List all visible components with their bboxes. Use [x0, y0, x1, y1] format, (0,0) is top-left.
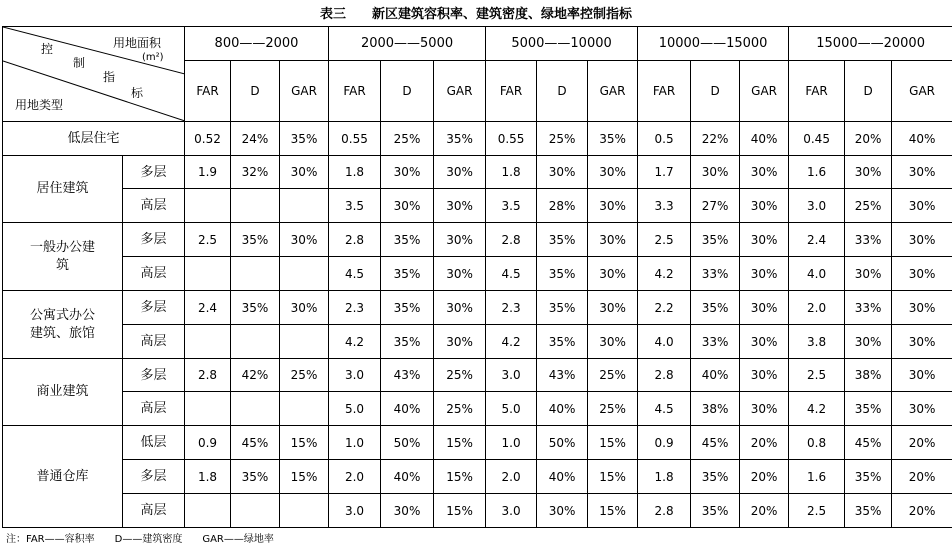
control-char-3: 指: [103, 70, 116, 84]
value-cell: 35%: [381, 325, 434, 359]
value-cell: 3.0: [486, 359, 537, 392]
value-cell: 30%: [434, 156, 486, 189]
value-cell: 30%: [434, 189, 486, 223]
value-cell: 2.8: [638, 359, 691, 392]
value-cell: [185, 325, 231, 359]
value-cell: 4.2: [638, 257, 691, 291]
value-cell: 20%: [845, 122, 892, 156]
value-cell: 20%: [892, 460, 952, 494]
value-cell: [231, 189, 280, 223]
value-cell: 2.4: [789, 223, 845, 257]
table-row: [3, 189, 952, 223]
header-corner-cell: [3, 27, 185, 122]
table-title: 表三 新区建筑容积率、建筑密度、绿地率控制指标: [319, 7, 632, 22]
value-cell: 15%: [588, 426, 638, 460]
metric-header: D: [691, 61, 740, 122]
value-cell: 30%: [434, 223, 486, 257]
value-cell: [280, 392, 329, 426]
value-cell: 43%: [537, 359, 588, 392]
value-cell: 38%: [691, 392, 740, 426]
value-cell: 35%: [845, 392, 892, 426]
building-height-cell: 多层: [123, 156, 185, 189]
value-cell: 3.8: [789, 325, 845, 359]
area-range-header: 15000——20000: [789, 27, 952, 61]
value-cell: 30%: [892, 156, 952, 189]
table-row: [3, 223, 952, 257]
value-cell: 30%: [845, 257, 892, 291]
value-cell: 30%: [381, 494, 434, 528]
value-cell: [280, 257, 329, 291]
value-cell: 40%: [381, 392, 434, 426]
value-cell: 3.0: [329, 494, 381, 528]
value-cell: 2.3: [486, 291, 537, 325]
building-height-cell: 高层: [123, 494, 185, 528]
value-cell: 40%: [892, 122, 952, 156]
table-row: [3, 122, 952, 156]
value-cell: 30%: [588, 325, 638, 359]
value-cell: 2.8: [185, 359, 231, 392]
value-cell: 1.8: [329, 156, 381, 189]
value-cell: 42%: [231, 359, 280, 392]
value-cell: 35%: [381, 291, 434, 325]
value-cell: 40%: [537, 460, 588, 494]
value-cell: 35%: [691, 460, 740, 494]
value-cell: 35%: [845, 494, 892, 528]
value-cell: 1.9: [185, 156, 231, 189]
control-index-table: [2, 26, 952, 528]
value-cell: 33%: [845, 291, 892, 325]
value-cell: 35%: [691, 291, 740, 325]
value-cell: [185, 189, 231, 223]
value-cell: 30%: [381, 156, 434, 189]
value-cell: 1.7: [638, 156, 691, 189]
building-height-cell: 高层: [123, 257, 185, 291]
value-cell: 30%: [280, 223, 329, 257]
value-cell: 2.5: [638, 223, 691, 257]
value-cell: 35%: [231, 460, 280, 494]
value-cell: 15%: [280, 460, 329, 494]
table-row: [3, 426, 952, 460]
land-type-cell: 商业建筑: [3, 359, 123, 426]
building-height-cell: 低层: [123, 426, 185, 460]
value-cell: 5.0: [329, 392, 381, 426]
value-cell: 30%: [892, 359, 952, 392]
metric-header: FAR: [789, 61, 845, 122]
metric-header: FAR: [329, 61, 381, 122]
building-height-cell: 高层: [123, 189, 185, 223]
value-cell: 40%: [537, 392, 588, 426]
value-cell: 25%: [434, 392, 486, 426]
land-type-cell: 一般办公建筑: [3, 223, 123, 291]
value-cell: [280, 325, 329, 359]
value-cell: 30%: [434, 325, 486, 359]
value-cell: 30%: [892, 291, 952, 325]
value-cell: 2.0: [789, 291, 845, 325]
value-cell: 35%: [231, 291, 280, 325]
value-cell: 35%: [537, 257, 588, 291]
value-cell: 30%: [845, 325, 892, 359]
value-cell: [280, 189, 329, 223]
value-cell: 2.5: [789, 494, 845, 528]
value-cell: 35%: [280, 122, 329, 156]
value-cell: 1.0: [329, 426, 381, 460]
control-char-4: 标: [131, 86, 144, 100]
value-cell: 30%: [588, 257, 638, 291]
value-cell: 3.0: [789, 189, 845, 223]
value-cell: 20%: [740, 494, 789, 528]
value-cell: 4.2: [486, 325, 537, 359]
value-cell: 30%: [588, 291, 638, 325]
value-cell: 20%: [740, 426, 789, 460]
value-cell: 30%: [740, 291, 789, 325]
value-cell: 20%: [892, 494, 952, 528]
value-cell: 30%: [892, 189, 952, 223]
value-cell: 30%: [740, 189, 789, 223]
land-type-cell: 低层住宅: [3, 122, 185, 156]
value-cell: 28%: [537, 189, 588, 223]
value-cell: 35%: [537, 325, 588, 359]
value-cell: 30%: [691, 156, 740, 189]
metric-header: D: [231, 61, 280, 122]
value-cell: 38%: [845, 359, 892, 392]
land-type-cell: 居住建筑: [3, 156, 123, 223]
value-cell: 0.9: [185, 426, 231, 460]
value-cell: 45%: [845, 426, 892, 460]
table-row: [3, 291, 952, 325]
value-cell: [185, 494, 231, 528]
value-cell: 4.5: [486, 257, 537, 291]
value-cell: 35%: [537, 291, 588, 325]
value-cell: 35%: [691, 494, 740, 528]
value-cell: 27%: [691, 189, 740, 223]
value-cell: 4.5: [638, 392, 691, 426]
value-cell: 30%: [280, 291, 329, 325]
value-cell: 3.5: [486, 189, 537, 223]
table-row: [3, 494, 952, 528]
value-cell: [280, 494, 329, 528]
value-cell: 3.5: [329, 189, 381, 223]
value-cell: 30%: [740, 359, 789, 392]
value-cell: [231, 494, 280, 528]
metric-header: FAR: [185, 61, 231, 122]
value-cell: 25%: [280, 359, 329, 392]
value-cell: 35%: [231, 223, 280, 257]
building-height-cell: 多层: [123, 291, 185, 325]
value-cell: 50%: [537, 426, 588, 460]
value-cell: 33%: [691, 257, 740, 291]
metric-header: FAR: [638, 61, 691, 122]
value-cell: 4.0: [638, 325, 691, 359]
area-range-header: 800——2000: [185, 27, 329, 61]
value-cell: 43%: [381, 359, 434, 392]
metric-header: GAR: [740, 61, 789, 122]
value-cell: 30%: [381, 189, 434, 223]
value-cell: 1.8: [185, 460, 231, 494]
value-cell: 30%: [740, 325, 789, 359]
value-cell: 30%: [588, 189, 638, 223]
value-cell: 30%: [892, 392, 952, 426]
value-cell: 30%: [537, 156, 588, 189]
value-cell: 2.0: [486, 460, 537, 494]
value-cell: 0.55: [329, 122, 381, 156]
land-type-label: 用地类型: [15, 98, 64, 112]
area-label: 用地面积: [113, 36, 162, 50]
value-cell: 3.0: [329, 359, 381, 392]
area-range-header: 2000——5000: [329, 27, 486, 61]
value-cell: 0.5: [638, 122, 691, 156]
value-cell: 15%: [434, 426, 486, 460]
area-range-header: 10000——15000: [638, 27, 789, 61]
value-cell: 5.0: [486, 392, 537, 426]
metric-header: GAR: [434, 61, 486, 122]
land-type-cell: 普通仓库: [3, 426, 123, 528]
value-cell: [231, 325, 280, 359]
value-cell: 32%: [231, 156, 280, 189]
value-cell: 4.2: [789, 392, 845, 426]
value-cell: 25%: [434, 359, 486, 392]
value-cell: 2.3: [329, 291, 381, 325]
value-cell: 25%: [588, 359, 638, 392]
table-row: [3, 325, 952, 359]
value-cell: 0.9: [638, 426, 691, 460]
value-cell: 3.3: [638, 189, 691, 223]
value-cell: 40%: [740, 122, 789, 156]
value-cell: 30%: [740, 257, 789, 291]
value-cell: 30%: [892, 257, 952, 291]
building-height-cell: 高层: [123, 392, 185, 426]
value-cell: 4.5: [329, 257, 381, 291]
value-cell: 35%: [588, 122, 638, 156]
value-cell: 50%: [381, 426, 434, 460]
value-cell: 15%: [434, 494, 486, 528]
value-cell: 0.52: [185, 122, 231, 156]
value-cell: 30%: [892, 325, 952, 359]
value-cell: 30%: [588, 223, 638, 257]
value-cell: 15%: [588, 460, 638, 494]
value-cell: 20%: [892, 426, 952, 460]
value-cell: 1.6: [789, 156, 845, 189]
value-cell: 40%: [381, 460, 434, 494]
value-cell: 25%: [381, 122, 434, 156]
metric-header: D: [537, 61, 588, 122]
value-cell: 2.4: [185, 291, 231, 325]
building-height-cell: 高层: [123, 325, 185, 359]
value-cell: 2.2: [638, 291, 691, 325]
table-row: [3, 460, 952, 494]
value-cell: 0.45: [789, 122, 845, 156]
building-height-cell: 多层: [123, 223, 185, 257]
value-cell: 35%: [691, 223, 740, 257]
value-cell: 30%: [434, 257, 486, 291]
value-cell: 4.0: [789, 257, 845, 291]
table-row: [3, 257, 952, 291]
value-cell: 35%: [434, 122, 486, 156]
area-unit: (m²): [142, 52, 164, 63]
value-cell: 1.6: [789, 460, 845, 494]
value-cell: 2.8: [486, 223, 537, 257]
value-cell: 33%: [691, 325, 740, 359]
value-cell: 30%: [892, 223, 952, 257]
value-cell: 30%: [740, 223, 789, 257]
value-cell: 30%: [537, 494, 588, 528]
metric-header: GAR: [588, 61, 638, 122]
value-cell: 30%: [740, 392, 789, 426]
metric-header: GAR: [892, 61, 952, 122]
metric-header: GAR: [280, 61, 329, 122]
value-cell: 35%: [537, 223, 588, 257]
value-cell: 30%: [588, 156, 638, 189]
table-row: [3, 392, 952, 426]
value-cell: 0.55: [486, 122, 537, 156]
metric-header: D: [381, 61, 434, 122]
value-cell: 2.8: [638, 494, 691, 528]
value-cell: 25%: [845, 189, 892, 223]
control-char-2: 制: [73, 56, 86, 70]
table-row: [3, 359, 952, 392]
value-cell: 30%: [434, 291, 486, 325]
value-cell: 35%: [381, 257, 434, 291]
value-cell: 3.0: [486, 494, 537, 528]
table-row: [3, 156, 952, 189]
value-cell: 1.8: [486, 156, 537, 189]
metric-header: D: [845, 61, 892, 122]
value-cell: 20%: [740, 460, 789, 494]
value-cell: 4.2: [329, 325, 381, 359]
value-cell: 40%: [691, 359, 740, 392]
building-height-cell: 多层: [123, 460, 185, 494]
value-cell: 15%: [588, 494, 638, 528]
area-range-header: 5000——10000: [486, 27, 638, 61]
value-cell: 35%: [845, 460, 892, 494]
value-cell: 25%: [588, 392, 638, 426]
value-cell: [185, 392, 231, 426]
value-cell: 1.0: [486, 426, 537, 460]
value-cell: 33%: [845, 223, 892, 257]
control-char-1: 控: [41, 42, 54, 56]
value-cell: 15%: [434, 460, 486, 494]
value-cell: 22%: [691, 122, 740, 156]
value-cell: 15%: [280, 426, 329, 460]
value-cell: 2.0: [329, 460, 381, 494]
value-cell: 1.8: [638, 460, 691, 494]
footnote: 注：FAR——容积率 D——建筑密度 GAR——绿地率: [6, 534, 274, 545]
value-cell: 45%: [691, 426, 740, 460]
building-height-cell: 多层: [123, 359, 185, 392]
value-cell: 35%: [381, 223, 434, 257]
value-cell: 0.8: [789, 426, 845, 460]
value-cell: [231, 257, 280, 291]
value-cell: [185, 257, 231, 291]
value-cell: [231, 392, 280, 426]
value-cell: 2.5: [185, 223, 231, 257]
metric-header: FAR: [486, 61, 537, 122]
value-cell: 25%: [537, 122, 588, 156]
value-cell: 30%: [280, 156, 329, 189]
value-cell: 30%: [845, 156, 892, 189]
value-cell: 2.5: [789, 359, 845, 392]
value-cell: 45%: [231, 426, 280, 460]
value-cell: 24%: [231, 122, 280, 156]
value-cell: 30%: [740, 156, 789, 189]
value-cell: 2.8: [329, 223, 381, 257]
land-type-cell: 公寓式办公建筑、旅馆: [3, 291, 123, 359]
